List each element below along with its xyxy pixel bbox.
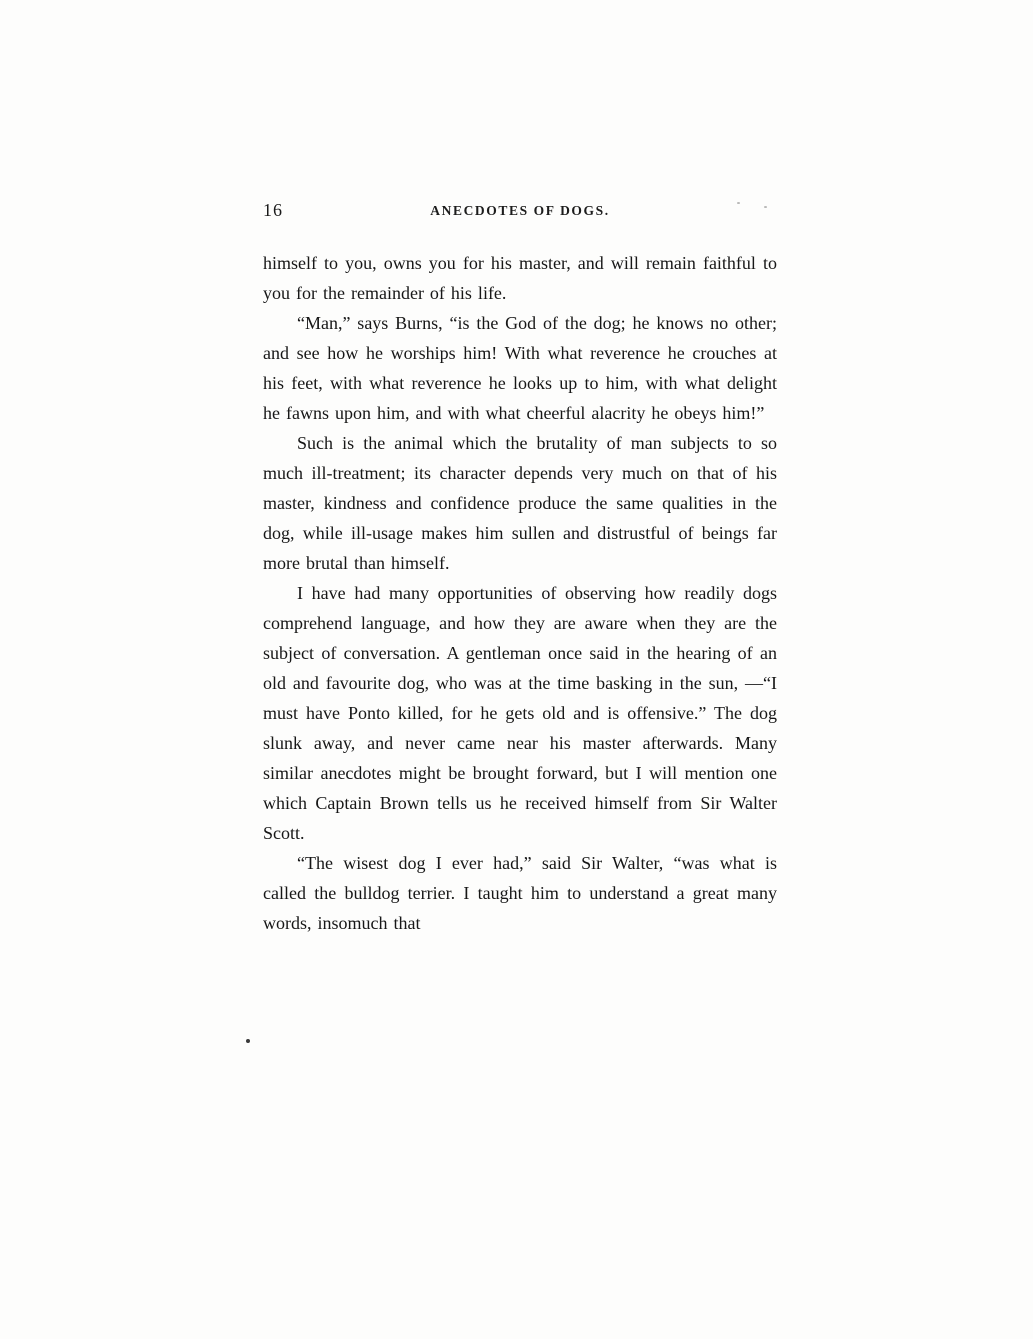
paragraph: himself to you, owns you for his master, and will remain faithful to you for the remainder of his life. xyxy=(263,253,777,303)
page-number: 16 xyxy=(263,200,283,220)
paragraph: “Man,” says Burns, “is the God of the dog; he knows no other; and see how he worships him! With what reverence he crouches at his feet, with what reverence he looks up to him, with what delight he fawns upon him, and with what cheerful alacrity he obeys him!” xyxy=(263,313,777,423)
paragraph: I have had many opportunities of observing how readily dogs comprehend language, and how they are aware when they are the subject of conversation. A gentleman once said in the hearing of an old and favourite dog, who was at the time basking in the sun, —“I must have Ponto killed, for he gets old and is offensive.” The dog slunk away, and never came near his master afterwards. Many similar anecdotes might be brought forward, but I will mention one which Captain Brown tells us he received himself from Sir Walter Scott. xyxy=(263,583,777,843)
text-area xyxy=(263,198,777,938)
running-title: ANECDOTES OF DOGS. xyxy=(430,203,610,218)
paragraph: Such is the animal which the brutality of man subjects to so much ill-treatment; its character depends very much on that of his master, kindness and confidence produce the same qualities in the dog, while ill-usage makes him sullen and distrustful of beings far more brutal than himself. xyxy=(263,433,777,573)
body-text-block xyxy=(263,248,777,938)
running-head xyxy=(263,198,777,224)
scan-artifact-dot xyxy=(246,1039,250,1043)
paragraph: “The wisest dog I ever had,” said Sir Walter, “was what is called the bulldog terrier. I taught him to understand a great many words, insomuch that xyxy=(263,853,777,933)
